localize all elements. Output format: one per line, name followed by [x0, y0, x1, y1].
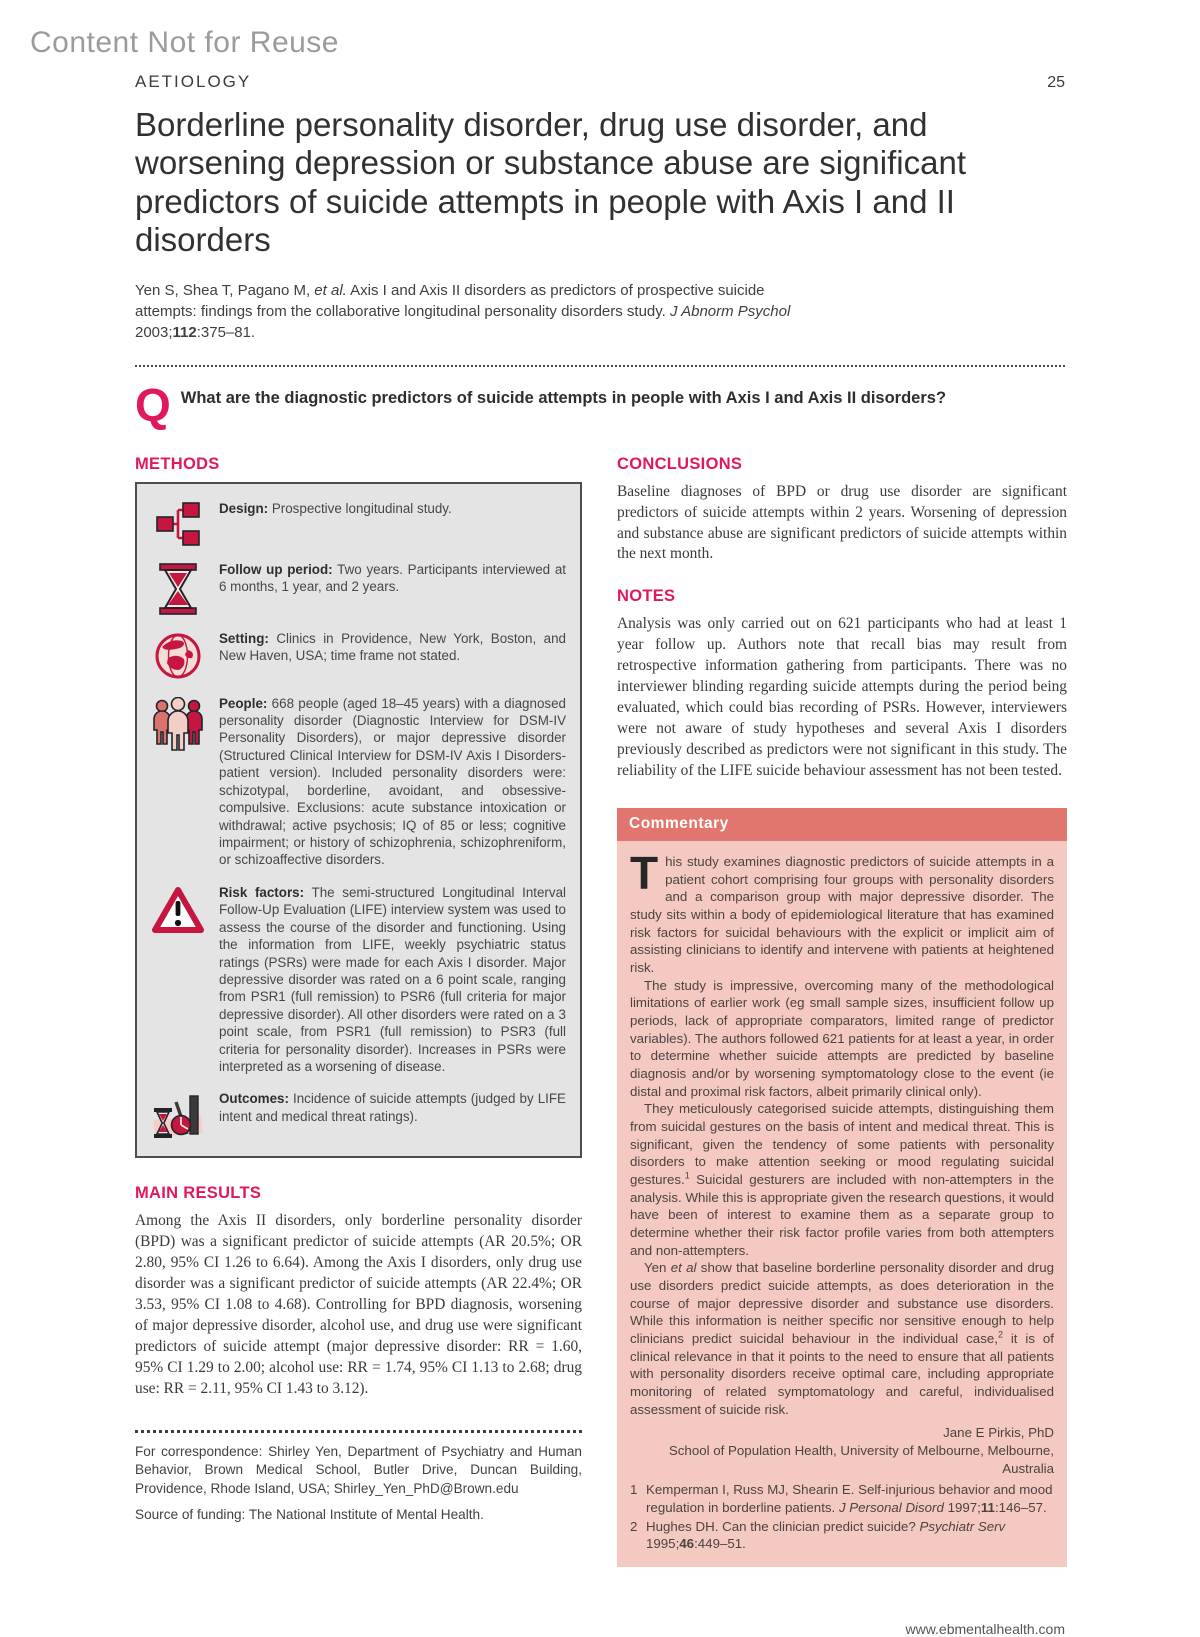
methods-box: [135, 482, 582, 1159]
signature-affiliation: School of Population Health, University of Melbourne, Melbourne, Australia: [668, 1443, 1054, 1476]
globe-icon: [147, 630, 209, 680]
notes-section: [617, 587, 1067, 782]
commentary-text: Yen: [644, 1260, 671, 1276]
reference-text: [646, 1481, 1054, 1516]
article-title: Borderline personality disorder, drug use disorder, and worsening depression or substance abuse are significant predictors of suicide attempts in people with Axis I and II disorders: [135, 106, 966, 258]
hourglass-icon: [147, 561, 209, 615]
dropcap-T: T: [630, 846, 659, 899]
methods-item-label: People:: [219, 695, 268, 711]
reference-number: 2: [630, 1518, 638, 1534]
methods-item-label: Design:: [219, 500, 269, 516]
methods-item-design: [147, 500, 566, 546]
right-column: [617, 455, 1067, 1567]
commentary-header: Commentary: [617, 808, 1067, 841]
footer: [135, 1621, 1065, 1637]
methods-item-value: The semi-structured Longitudinal Interval Follow-Up Evaluation (LIFE) interview system was used to assess the course of the disorder and functioning. Using the information from LIFE, weekly psychiatric status ratings (PSRs) were made for each Axis I disorder. Major depressive disorder was rated on a 6 point scale, ranging from PSR1 (full remission) to PSR6 (full criteria for major depressive disorder). All other disorders were rated on a 3 point scale, from PSR1 (full remission) to PSR3 (full criteria for personality disorder). Increases in PSRs were interpreted as a worsening of disease.: [219, 884, 567, 1075]
methods-item-label: Setting:: [219, 630, 269, 646]
question-q-icon: Q: [135, 379, 171, 432]
methods-item-followup: [147, 561, 566, 615]
methods-item-people: [147, 695, 566, 869]
commentary-text: it is of clinical relevance in that it points to the need to ensure that all patients with personality disorders receive optimal care, including appropriate monitoring of related symptomatology and careful, individualised assessment of suicide risk.: [630, 1331, 1054, 1417]
commentary-text: They meticulously categorised suicide attempts, distinguishing them from suicidal gestures on the basis of intent and medical threat. This is significant, given the tendency of some patients with personality disorders to make attention seeking or mood regulating suicidal gestures.: [630, 1101, 1054, 1187]
conclusions-text: Baseline diagnoses of BPD or drug use disorder are significant predictors of suicide attempts within 2 years. Worsening of depression and substance abuse are significant predictors of suicide attempts within the next month.: [617, 482, 1067, 563]
reference-pages: :449–51.: [694, 1536, 746, 1552]
question-text: What are the diagnostic predictors of suicide attempts in people with Axis I and Axis II disorders?: [180, 389, 947, 408]
citation-journal: J Abnorm Psychol: [670, 302, 791, 320]
reference-citation: Hughes DH. Can the clinician predict suicide?: [646, 1518, 920, 1534]
conclusions-section: [617, 455, 1067, 566]
methods-item-text: [219, 500, 566, 546]
signature-name: Jane E Pirkis, PhD: [943, 1425, 1054, 1441]
citation-volume: 112: [172, 323, 197, 341]
methods-item-risk-factors: [147, 884, 566, 1076]
people-icon: [147, 695, 209, 869]
reference-text: [646, 1518, 1054, 1553]
reference-volume: 46: [679, 1536, 695, 1552]
methods-item-value: Two years. Participants interviewed at 6 months, 1 year, and 2 years.: [219, 561, 567, 595]
conclusions-heading: CONCLUSIONS: [617, 454, 743, 473]
methods-item-text: [219, 630, 566, 680]
citation-etal: et al.: [314, 282, 347, 300]
commentary-signature: [630, 1424, 1054, 1477]
methods-item-value: 668 people (aged 18–45 years) with a diagnosed personality disorder (Diagnostic Interview for DSM-IV Personality Disorders), or major depressive disorder (Structured Clinical Interview for DSM-IV Axis I Disorders-patient version). Included personality disorders were: schizotypal, borderline, avoidant, and obsessive-compulsive. Exclusions: acute substance intoxication or withdrawal; active psychosis; IQ of 85 or less; cognitive impairment; or history of schizophrenia, schizophreniform, or schizoaffective disorders.: [219, 695, 566, 868]
methods-heading: METHODS: [135, 454, 220, 473]
commentary-text: his study examines diagnostic predictors of suicide attempts in a patient cohort comprising four groups with personality disorders and a comparison group with major depressive disorder. The study sits within a body of epidemiological literature that has examined risk factors for suicidal behaviours with the explicit or implicit aim of assisting clinicians to identify and intervene with patients at heightened risk.: [630, 853, 1054, 975]
commentary-paragraph-1: [630, 846, 1054, 977]
citation-body: Axis I and Axis II disorders as predictors of prospective suicide attempts: findings from the collaborative longitudinal personality disorders study.: [135, 282, 765, 320]
page-number: 25: [1047, 74, 1065, 91]
main-results-heading: MAIN RESULTS: [135, 1184, 262, 1203]
commentary-text: Suicidal gesturers are included with non-attempters in the analysis. While this is appropriate given the research questions, it would have been of interest to examine them as a separate group to determine whether their risk factor profile varies from both attempters and non-attempters.: [630, 1171, 1054, 1258]
main-results-text: Among the Axis II disorders, only borderline personality disorder (BPD) was a significant predictor of suicide attempts (AR 20.5%; OR 2.80, 95% CI 1.26 to 6.64). Among the Axis I disorders, only drug use disorder was a significant predictor of suicide attempts (AR 22.4%; OR 3.53, 95% CI 1.08 to 4.68). Controlling for BPD diagnosis, worsening of major depressive disorder, alcohol use, and drug use were significant predictors of suicide attempt (major depressive disorder: RR = 1.60, 95% CI 1.29 to 2.00; alcohol use: RR = 1.74, 95% CI 1.13 to 2.68; drug use: RR = 2.11, 95% CI 1.43 to 3.12).: [135, 1212, 582, 1397]
methods-item-text: [219, 884, 566, 1076]
methods-item-text: [219, 1090, 566, 1142]
methods-item-label: Risk factors:: [219, 884, 305, 900]
reference-journal: Psychiatr Serv: [919, 1518, 1006, 1534]
reference-item: [630, 1481, 1054, 1516]
footer-url[interactable]: www.ebmentalhealth.com: [905, 1620, 1065, 1637]
reference-year: 1995;: [646, 1536, 680, 1552]
commentary-etal: et al: [670, 1260, 697, 1276]
reference-year: 1997;: [943, 1499, 981, 1515]
section-label: AETIOLOGY: [135, 72, 252, 91]
main-results-section: [135, 1184, 582, 1399]
left-column: [135, 455, 582, 1567]
reference-item: [630, 1518, 1054, 1553]
notes-heading: NOTES: [617, 587, 676, 606]
commentary-paragraph-4: [630, 1259, 1054, 1418]
question-row: [135, 379, 1065, 432]
commentary-paragraph-3: [630, 1100, 1054, 1259]
citation: [135, 281, 825, 343]
methods-item-value: Incidence of suicide attempts (judged by LIFE intent and medical threat ratings).: [219, 1091, 566, 1124]
methods-item-text: [219, 695, 566, 869]
commentary-references: [630, 1481, 1054, 1552]
citation-pages: :375–81.: [196, 323, 256, 341]
correspondence-block: [135, 1443, 582, 1524]
methods-item-label: Outcomes:: [219, 1091, 289, 1107]
methods-item-value: Prospective longitudinal study.: [271, 500, 452, 516]
reference-volume: 11: [980, 1499, 995, 1515]
reference-pages: :146–57.: [994, 1499, 1047, 1515]
methods-item-text: [219, 561, 566, 615]
commentary-text: show that baseline borderline personality disorder and drug use disorders predict suicide attempts, as does deterioration in the course of major depressive disorder and substance use disorders. While this information is neither specific nor sensitive enough to help clinicians predict suicidal behaviour in the individual case,: [630, 1260, 1054, 1347]
citation-authors: Yen S, Shea T, Pagano M,: [135, 282, 315, 300]
reference-citation: Kemperman I, Russ MJ, Shearin E. Self-injurious behavior and mood regulation in borderline patients.: [646, 1482, 1053, 1515]
dotted-divider-correspondence: [135, 1430, 582, 1433]
reference-superscript-1: 1: [684, 1170, 690, 1181]
reference-number: 1: [630, 1482, 638, 1498]
commentary-paragraph-2: The study is impressive, overcoming many of the methodological limitations of earlier work (eg small sample sizes, insufficient follow up periods, lack of appropriate comparators, limited range of predictor variables). The authors followed 621 patients for at least a year, in order to determine whether suicide attempts are predicted by baseline diagnosis and/or by worsening symptomatology close to the event (ie distal and proximal risk factors, albeit primarily clinical only).: [630, 977, 1054, 1099]
page-header: [135, 72, 1065, 92]
commentary-body: [617, 841, 1067, 1567]
outcomes-icon: [147, 1090, 209, 1142]
funding-text: Source of funding: The National Institute of Mental Health.: [135, 1506, 484, 1522]
methods-item-outcomes: [147, 1090, 566, 1142]
warning-triangle-icon: [147, 884, 209, 1076]
notes-text: Analysis was only carried out on 621 participants who had at least 1 year follow up. Authors note that recall bias may result from retrospective information gathering from participants. There was no interviewer blinding regarding suicide attempts during the period being evaluated, which could bias recording of PSRs. However, interviewers were not aware of study hypotheses and several Axis I disorders previously described as predictors were not significant in this study. The reliability of the LIFE suicide behaviour assessment has not been tested.: [617, 615, 1067, 779]
watermark-content-not-for-reuse: Content Not for Reuse: [30, 26, 339, 59]
commentary-box: [617, 808, 1067, 1567]
methods-item-setting: [147, 630, 566, 680]
reference-journal: J Personal Disord: [838, 1499, 944, 1515]
methods-item-label: Follow up period:: [219, 561, 333, 577]
org-chart-icon: [147, 500, 209, 546]
correspondence-text: For correspondence: Shirley Yen, Department of Psychiatry and Human Behavior, Brown Medical School, Butler Drive, Duncan Building, Providence, Rhode Island, USA; Shirley_Yen_PhD@Brown.edu: [135, 1443, 582, 1496]
dotted-divider-top: [135, 365, 1065, 367]
citation-year: 2003;: [135, 323, 173, 341]
reference-superscript-2: 2: [997, 1329, 1003, 1340]
methods-item-value: Clinics in Providence, New York, Boston, and New Haven, USA; time frame not stated.: [219, 630, 566, 664]
